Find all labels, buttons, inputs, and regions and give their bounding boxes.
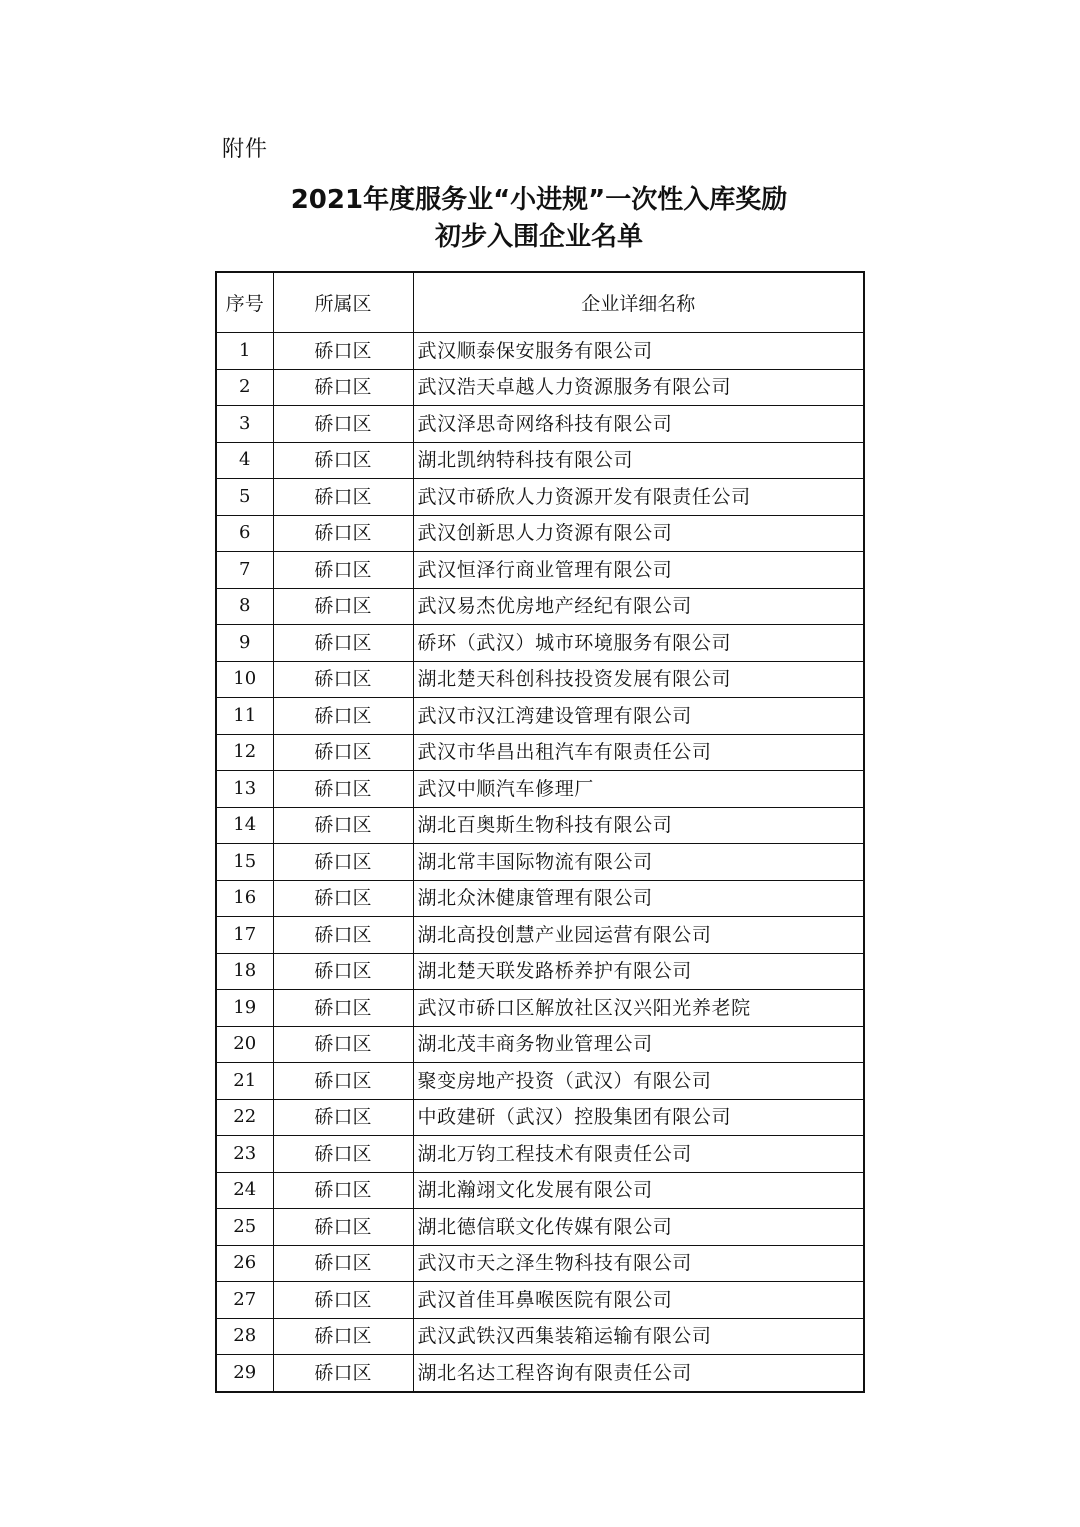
table-row: [216, 771, 864, 808]
table-row: [216, 479, 864, 516]
table-row: [216, 588, 864, 625]
row-serial-number: 4: [216, 442, 273, 479]
row-enterprise-name: 武汉市天之泽生物科技有限公司: [413, 1245, 864, 1282]
row-enterprise-name: 湖北高投创慧产业园运营有限公司: [413, 917, 864, 954]
row-serial-number: 1: [216, 333, 273, 370]
row-district: 硚口区: [273, 1355, 413, 1392]
row-district: 硚口区: [273, 734, 413, 771]
row-enterprise-name: 湖北常丰国际物流有限公司: [413, 844, 864, 881]
table-row: [216, 1245, 864, 1282]
table-row: [216, 1282, 864, 1319]
row-serial-number: 13: [216, 771, 273, 808]
row-district: 硚口区: [273, 625, 413, 662]
row-serial-number: 21: [216, 1063, 273, 1100]
table-row: [216, 880, 864, 917]
row-district: 硚口区: [273, 1209, 413, 1246]
row-enterprise-name: 中政建研（武汉）控股集团有限公司: [413, 1099, 864, 1136]
row-enterprise-name: 武汉浩天卓越人力资源服务有限公司: [413, 369, 864, 406]
table-row: [216, 442, 864, 479]
row-enterprise-name: 武汉首佳耳鼻喉医院有限公司: [413, 1282, 864, 1319]
row-serial-number: 20: [216, 1026, 273, 1063]
header-enterprise-name: 企业详细名称: [413, 272, 864, 333]
row-serial-number: 10: [216, 661, 273, 698]
row-district: 硚口区: [273, 1099, 413, 1136]
row-district: 硚口区: [273, 369, 413, 406]
row-enterprise-name: 武汉泽思奇网络科技有限公司: [413, 406, 864, 443]
row-district: 硚口区: [273, 442, 413, 479]
document-title-line-1: 2021年度服务业“小进规”一次性入库奖励: [290, 185, 788, 215]
row-enterprise-name: 武汉市硚欣人力资源开发有限责任公司: [413, 479, 864, 516]
row-district: 硚口区: [273, 990, 413, 1027]
table-row: [216, 1209, 864, 1246]
row-enterprise-name: 武汉武铁汉西集装箱运输有限公司: [413, 1318, 864, 1355]
row-enterprise-name: 武汉中顺汽车修理厂: [413, 771, 864, 808]
row-serial-number: 11: [216, 698, 273, 735]
table-row: [216, 990, 864, 1027]
table-row: [216, 1099, 864, 1136]
table-row: [216, 953, 864, 990]
row-enterprise-name: 武汉易杰优房地产经纪有限公司: [413, 588, 864, 625]
row-district: 硚口区: [273, 588, 413, 625]
table-row: [216, 917, 864, 954]
row-district: 硚口区: [273, 807, 413, 844]
row-enterprise-name: 武汉创新思人力资源有限公司: [413, 515, 864, 552]
table-row: [216, 333, 864, 370]
row-district: 硚口区: [273, 1026, 413, 1063]
row-serial-number: 8: [216, 588, 273, 625]
row-district: 硚口区: [273, 1282, 413, 1319]
row-enterprise-name: 武汉市硚口区解放社区汉兴阳光养老院: [413, 990, 864, 1027]
row-enterprise-name: 湖北楚天联发路桥养护有限公司: [413, 953, 864, 990]
row-district: 硚口区: [273, 1318, 413, 1355]
header-district: 所属区: [273, 272, 413, 333]
table-row: [216, 406, 864, 443]
row-serial-number: 17: [216, 917, 273, 954]
row-district: 硚口区: [273, 515, 413, 552]
row-serial-number: 25: [216, 1209, 273, 1246]
row-serial-number: 18: [216, 953, 273, 990]
table-row: [216, 1172, 864, 1209]
row-district: 硚口区: [273, 844, 413, 881]
row-enterprise-name: 湖北凯纳特科技有限公司: [413, 442, 864, 479]
row-serial-number: 6: [216, 515, 273, 552]
table-row: [216, 698, 864, 735]
table-body: [216, 333, 864, 1392]
row-enterprise-name: 武汉市华昌出租汽车有限责任公司: [413, 734, 864, 771]
table-row: [216, 552, 864, 589]
table-row: [216, 1318, 864, 1355]
row-serial-number: 3: [216, 406, 273, 443]
table-row: [216, 661, 864, 698]
row-serial-number: 22: [216, 1099, 273, 1136]
table-row: [216, 807, 864, 844]
row-serial-number: 28: [216, 1318, 273, 1355]
table-row: [216, 1063, 864, 1100]
table-row: [216, 1136, 864, 1173]
row-enterprise-name: 湖北茂丰商务物业管理公司: [413, 1026, 864, 1063]
row-district: 硚口区: [273, 479, 413, 516]
row-district: 硚口区: [273, 1172, 413, 1209]
table-row: [216, 515, 864, 552]
header-serial-number: 序号: [216, 272, 273, 333]
row-serial-number: 7: [216, 552, 273, 589]
row-serial-number: 26: [216, 1245, 273, 1282]
row-enterprise-name: 湖北百奥斯生物科技有限公司: [413, 807, 864, 844]
row-enterprise-name: 湖北名达工程咨询有限责任公司: [413, 1355, 864, 1392]
row-serial-number: 23: [216, 1136, 273, 1173]
row-district: 硚口区: [273, 880, 413, 917]
row-district: 硚口区: [273, 771, 413, 808]
row-serial-number: 24: [216, 1172, 273, 1209]
table-row: [216, 1026, 864, 1063]
row-serial-number: 29: [216, 1355, 273, 1392]
row-enterprise-name: 聚变房地产投资（武汉）有限公司: [413, 1063, 864, 1100]
table-row: [216, 844, 864, 881]
table-row: [216, 369, 864, 406]
row-enterprise-name: 湖北德信联文化传媒有限公司: [413, 1209, 864, 1246]
row-enterprise-name: 湖北众沐健康管理有限公司: [413, 880, 864, 917]
row-district: 硚口区: [273, 333, 413, 370]
row-enterprise-name: 武汉市汉江湾建设管理有限公司: [413, 698, 864, 735]
row-serial-number: 2: [216, 369, 273, 406]
row-serial-number: 16: [216, 880, 273, 917]
table-header-row: [216, 272, 864, 333]
table-row: [216, 625, 864, 662]
row-district: 硚口区: [273, 917, 413, 954]
row-enterprise-name: 硚环（武汉）城市环境服务有限公司: [413, 625, 864, 662]
row-serial-number: 9: [216, 625, 273, 662]
row-enterprise-name: 武汉恒泽行商业管理有限公司: [413, 552, 864, 589]
row-district: 硚口区: [273, 552, 413, 589]
row-enterprise-name: 湖北楚天科创科技投资发展有限公司: [413, 661, 864, 698]
row-district: 硚口区: [273, 661, 413, 698]
row-serial-number: 5: [216, 479, 273, 516]
row-district: 硚口区: [273, 698, 413, 735]
enterprise-table: [215, 271, 865, 1393]
document-title-line-2: 初步入围企业名单: [434, 222, 643, 252]
row-district: 硚口区: [273, 406, 413, 443]
row-serial-number: 19: [216, 990, 273, 1027]
row-serial-number: 12: [216, 734, 273, 771]
row-district: 硚口区: [273, 1063, 413, 1100]
table-row: [216, 1355, 864, 1392]
attachment-label: 附件: [222, 137, 269, 162]
row-district: 硚口区: [273, 1136, 413, 1173]
table-row: [216, 734, 864, 771]
row-district: 硚口区: [273, 953, 413, 990]
row-serial-number: 15: [216, 844, 273, 881]
row-district: 硚口区: [273, 1245, 413, 1282]
row-serial-number: 14: [216, 807, 273, 844]
row-enterprise-name: 湖北万钧工程技术有限责任公司: [413, 1136, 864, 1173]
row-enterprise-name: 湖北瀚翊文化发展有限公司: [413, 1172, 864, 1209]
row-serial-number: 27: [216, 1282, 273, 1319]
row-enterprise-name: 武汉顺泰保安服务有限公司: [413, 333, 864, 370]
